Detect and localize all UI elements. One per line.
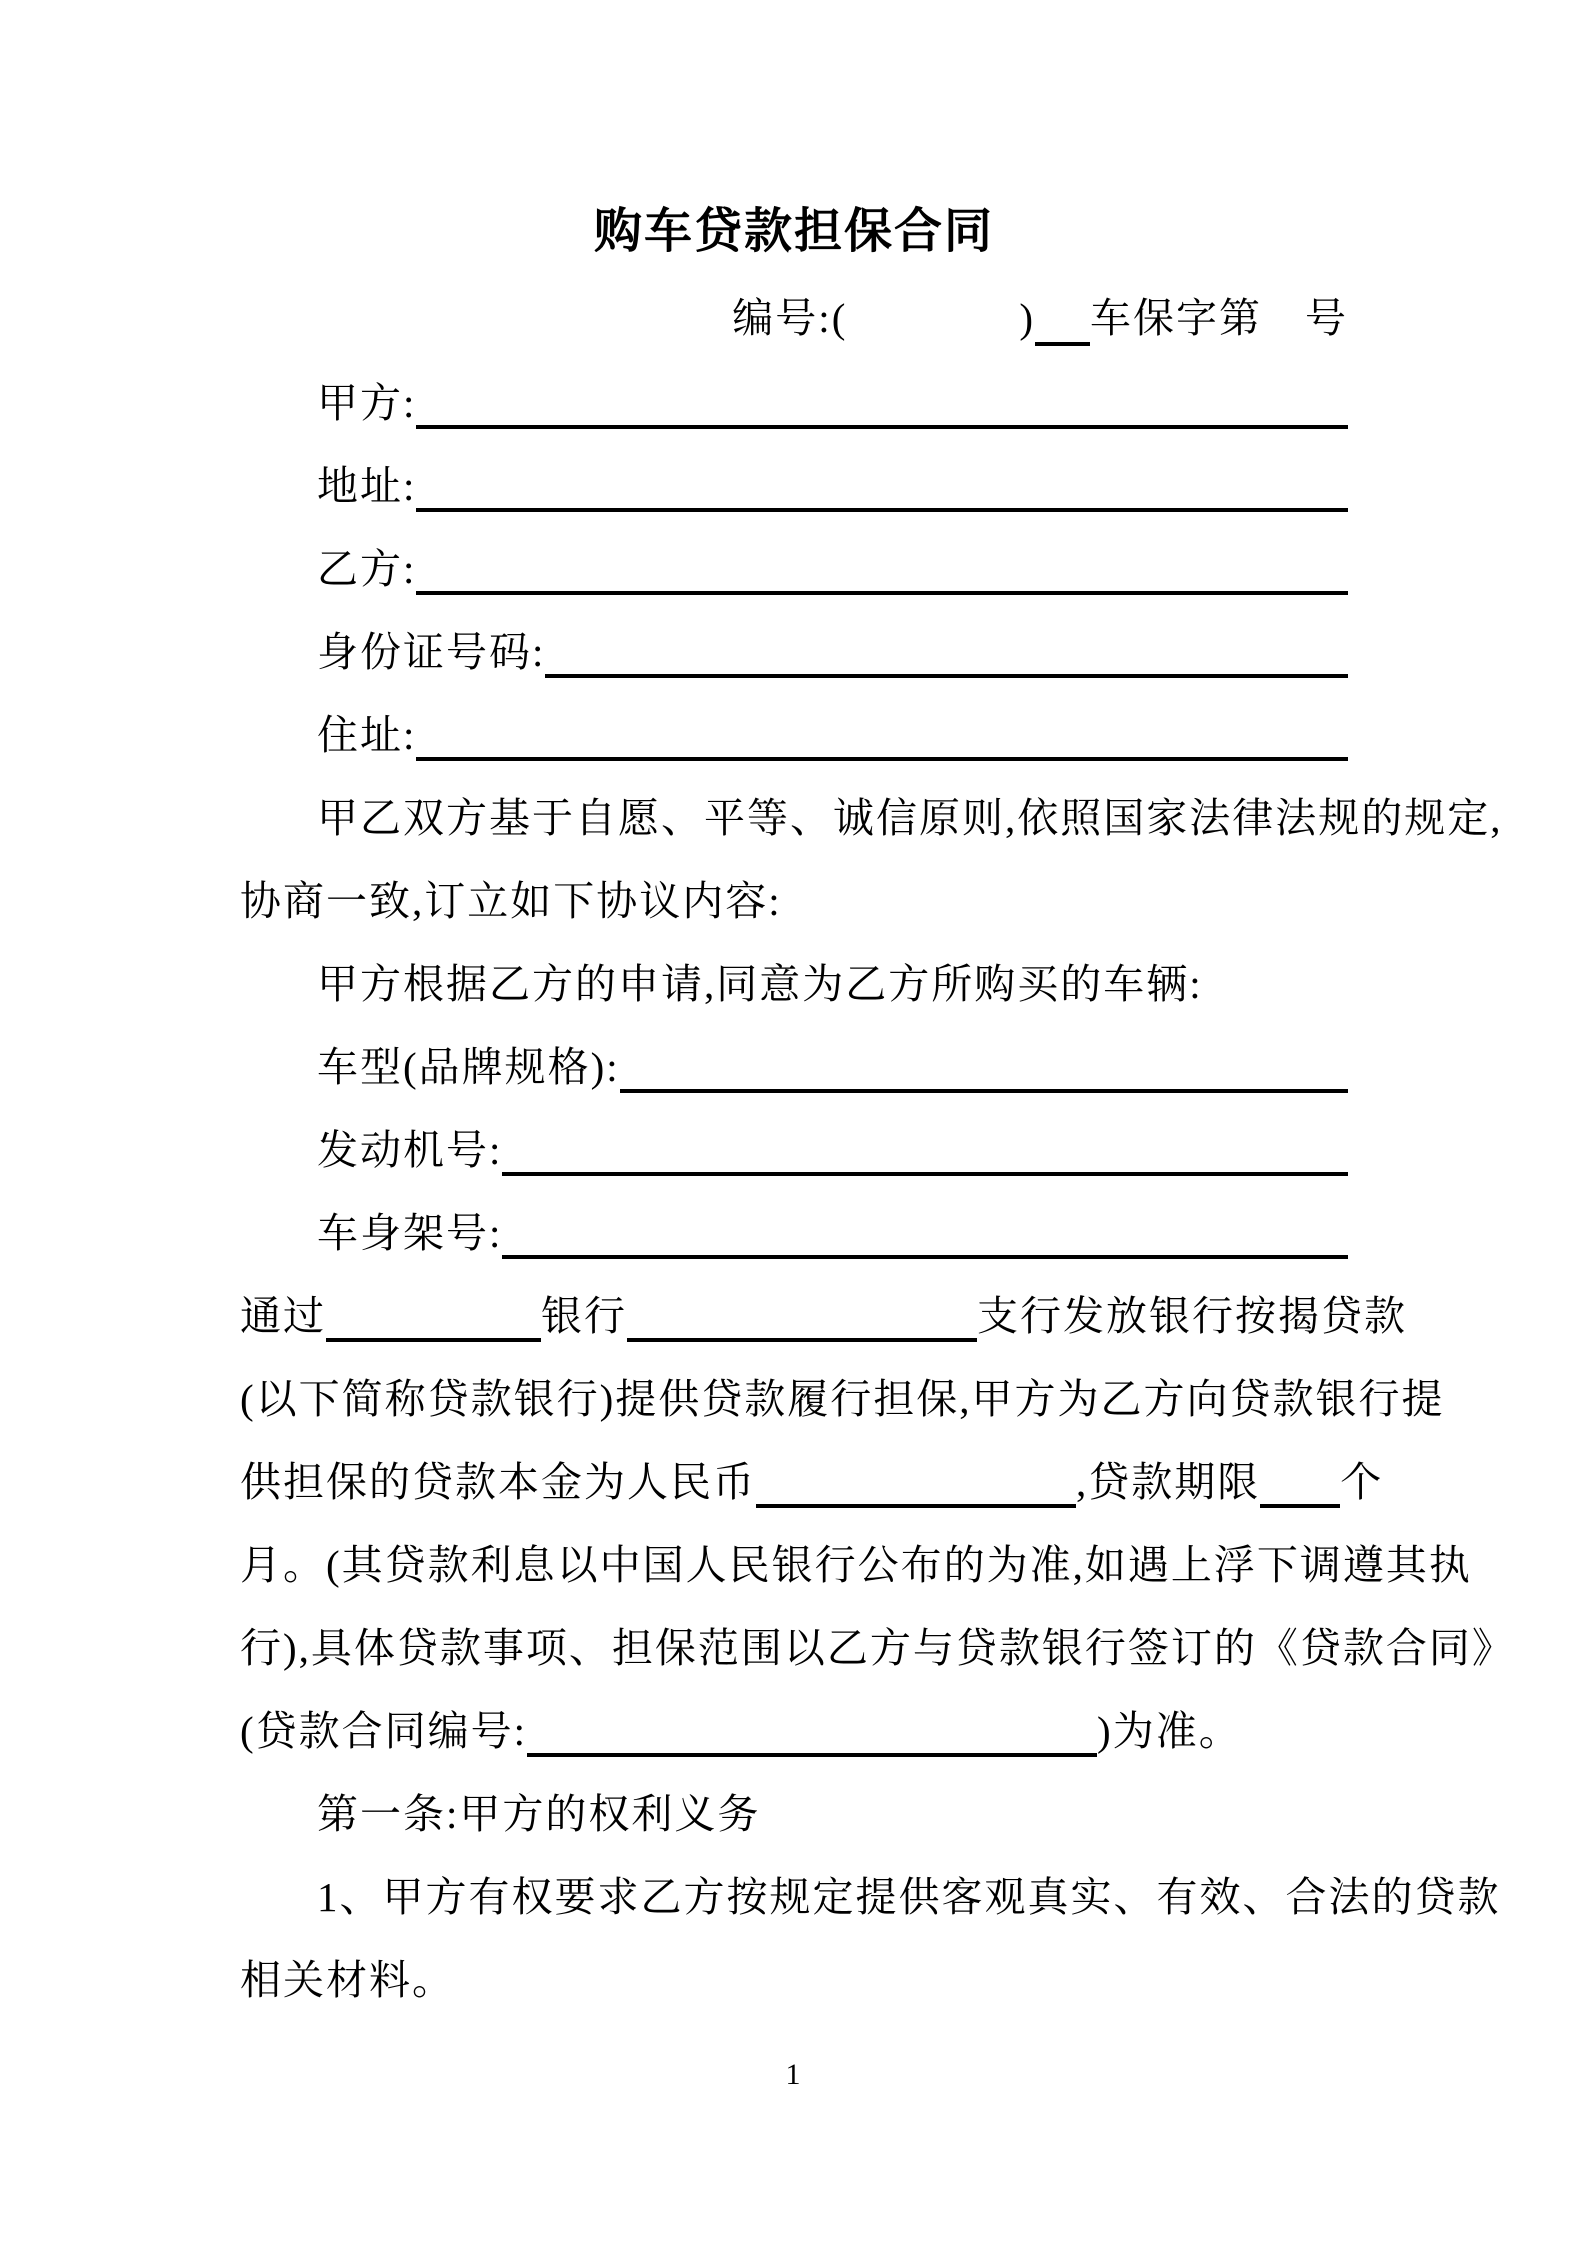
field-row-chassis-number: [240, 1192, 1348, 1275]
loan-channel-text-2: 银行: [541, 1293, 627, 1339]
loan-interest-line: 月。(其贷款利息以中国人民银行公布的为准,如遇上浮下调遵其执: [240, 1542, 1472, 1588]
loan-contract-number-line: [240, 1690, 1348, 1773]
field-row-address: [240, 445, 1348, 528]
loan-amount-text-2: ,贷款期限: [1076, 1459, 1261, 1505]
field-blank-id-number: [545, 611, 1348, 678]
loan-term-blank: [1260, 1504, 1340, 1508]
field-label-engine-number: 发动机号:: [317, 1127, 503, 1173]
loan-contract-number-text-2: )为准。: [1097, 1708, 1242, 1754]
article1-item1-line2: 相关材料。: [240, 1957, 455, 2003]
application-line: 甲方根据乙方的申请,同意为乙方所购买的车辆:: [317, 961, 1203, 1007]
field-row-id-number: [240, 611, 1348, 694]
doc-number-prefix: 编号:( ): [732, 295, 1035, 341]
field-blank-address: [416, 445, 1348, 512]
field-label-residence: 住址:: [317, 712, 417, 758]
field-blank-vehicle-model: [620, 1026, 1348, 1093]
doc-number-line: [240, 274, 1348, 362]
loan-amount-line: [240, 1441, 1384, 1524]
article1-item1-line1: 1、甲方有权要求乙方按规定提供客观真实、有效、合法的贷款: [317, 1874, 1501, 1920]
doc-number-blank: [1035, 342, 1090, 346]
field-label-vehicle-model: 车型(品牌规格):: [317, 1044, 620, 1090]
field-label-party-a: 甲方:: [317, 380, 417, 426]
field-label-chassis-number: 车身架号:: [317, 1210, 503, 1256]
field-blank-residence: [416, 694, 1348, 761]
field-row-engine-number: [240, 1109, 1348, 1192]
bank-branch-blank: [627, 1338, 977, 1342]
loan-contract-number-blank: [527, 1753, 1097, 1757]
document-title: 购车贷款担保合同: [593, 205, 994, 258]
loan-guarantee-line: (以下简称贷款银行)提供贷款履行担保,甲方为乙方向贷款银行提: [240, 1376, 1445, 1422]
field-blank-engine-number: [502, 1109, 1348, 1176]
field-blank-party-b: [416, 528, 1348, 595]
field-row-party-b: [240, 528, 1348, 611]
field-label-id-number: 身份证号码:: [317, 629, 546, 675]
article1-heading: 第一条:甲方的权利义务: [317, 1791, 761, 1837]
doc-number-suffix: 车保字第 号: [1090, 295, 1348, 341]
contract-body: [240, 190, 1515, 2022]
loan-channel-text-3: 支行发放银行按揭贷款: [977, 1293, 1407, 1339]
preamble-line-1: 甲乙双方基于自愿、平等、诚信原则,依照国家法律法规的规定,: [317, 795, 1503, 841]
field-row-party-a: [240, 362, 1348, 445]
bank-name-blank: [326, 1338, 541, 1342]
loan-channel-line: [240, 1275, 1407, 1358]
loan-amount-text-3: 个: [1340, 1459, 1384, 1505]
field-blank-party-a: [416, 362, 1348, 429]
loan-amount-text-1: 供担保的贷款本金为人民币: [240, 1459, 756, 1505]
field-label-party-b: 乙方:: [317, 546, 417, 592]
page-number: 1: [785, 2058, 801, 2091]
loan-channel-text-1: 通过: [240, 1293, 326, 1339]
loan-scope-line: 行),具体贷款事项、担保范围以乙方与贷款银行签订的《贷款合同》: [240, 1625, 1515, 1671]
field-row-vehicle-model: [240, 1026, 1348, 1109]
field-row-residence: [240, 694, 1348, 777]
loan-contract-number-text-1: (贷款合同编号:: [240, 1708, 528, 1754]
loan-amount-blank: [756, 1504, 1076, 1508]
field-label-address: 地址:: [317, 463, 417, 509]
preamble-line-2: 协商一致,订立如下协议内容:: [240, 878, 782, 924]
field-blank-chassis-number: [502, 1192, 1348, 1259]
